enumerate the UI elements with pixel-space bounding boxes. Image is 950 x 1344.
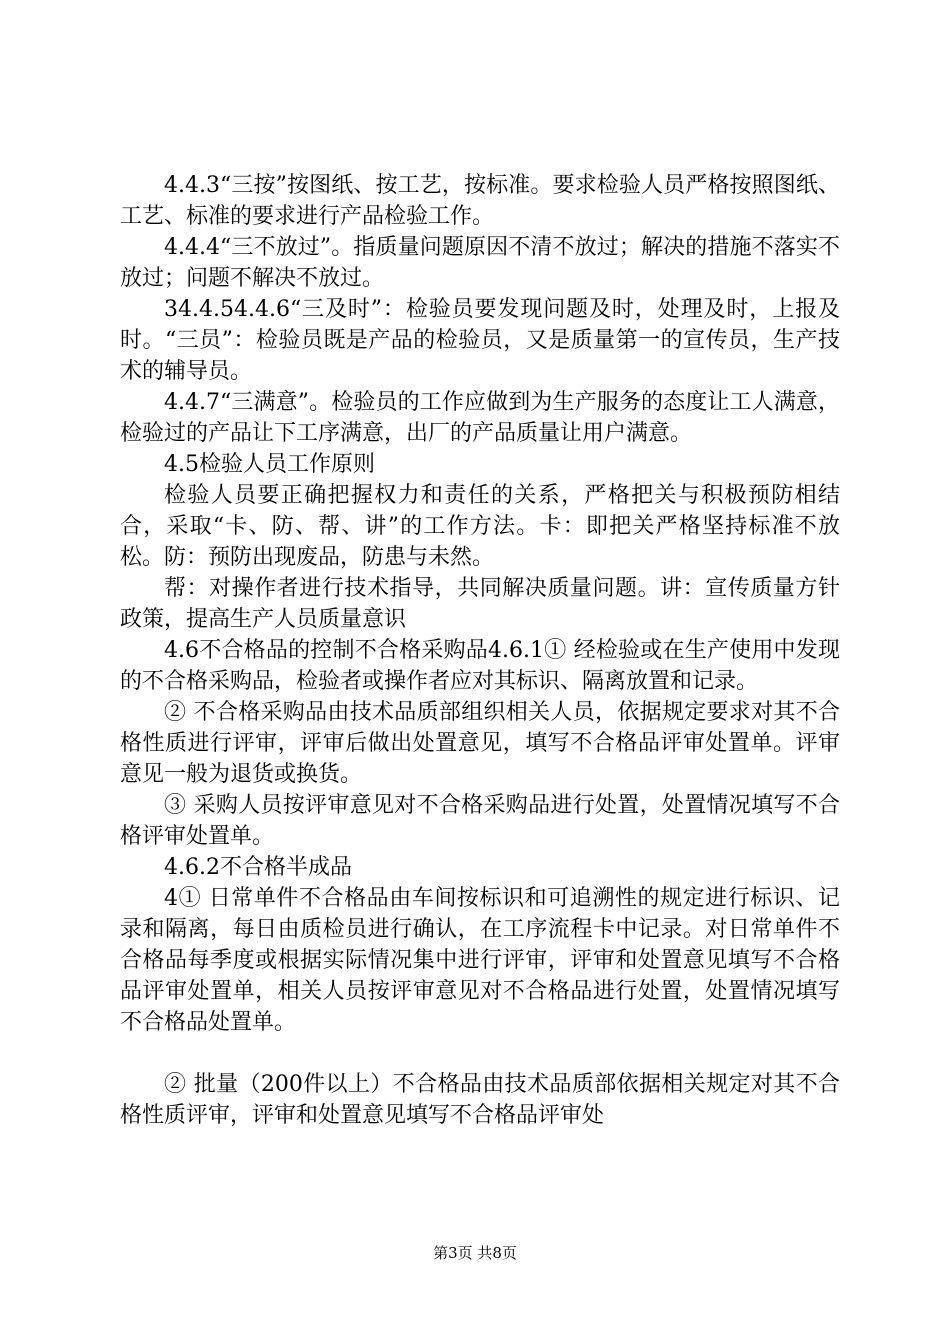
page-footer	[0, 1243, 950, 1263]
paragraph-daily-nonconforming: 4① 日常单件不合格品由车间按标识和可追溯性的规定进行标识、记录和隔离，每日由质检员进行确认，在工序流程卡中记录。对日常单件不合格品每季度或根据实际情况集中进行评审，评审和处置意见填写不合格品评审处置单，相关人员按评审意见对不合格品进行处置，处置情况填写不合格品处置单。	[120, 886, 840, 1035]
document-body	[120, 170, 840, 1131]
paragraph-purchaser-disposal: ③ 采购人员按评审意见对不合格采购品进行处置，处置情况填写不合格评审处置单。	[120, 793, 840, 849]
paragraph-4-4-3: 4.4.3“三按”按图纸、按工艺，按标准。要求检验人员严格按照图纸、工艺、标准的要求进行产品检验工作。	[120, 173, 840, 229]
paragraph-4-6-1: 4.6不合格品的控制不合格采购品4.6.1① 经检验或在生产使用中发现的不合格采购品，检验者或操作者应对其标识、隔离放置和记录。	[120, 638, 840, 694]
section-heading-4-5: 4.5检验人员工作原则	[164, 452, 375, 477]
paragraph-help-speak: 帮：对操作者进行技术指导，共同解决质量问题。讲：宣传质量方针政策，提高生产人员质量意识	[120, 576, 840, 632]
paragraph-4-4-4: 4.4.4“三不放过”。指质量问题原因不清不放过；解决的措施不落实不放过；问题不解决不放过。	[120, 235, 840, 291]
section-heading-4-6-2: 4.6.2不合格半成品	[164, 855, 352, 880]
page-number: 第3页 共8页	[433, 1244, 517, 1262]
paragraph-batch-nonconforming: ② 批量（200件以上）不合格品由技术品质部依据相关规定对其不合格性质评审，评审和处置意见填写不合格品评审处	[120, 1072, 840, 1128]
paragraph-4-4-5-4-4-6: 34.4.54.4.6“三及时”：检验员要发现问题及时，处理及时，上报及时。“三员”：检验员既是产品的检验员，又是质量第一的宣传员，生产技术的辅导员。	[120, 297, 840, 384]
paragraph-work-principles: 检验人员要正确把握权力和责任的关系，严格把关与积极预防相结合，采取“卡、防、帮、讲”的工作方法。卡：即把关严格坚持标准不放松。防：预防出现废品，防患与未然。	[120, 483, 840, 570]
paragraph-4-4-7: 4.4.7“三满意”。检验员的工作应做到为生产服务的态度让工人满意，检验过的产品让下工序满意，出厂的产品质量让用户满意。	[120, 390, 840, 446]
paragraph-review-purchased: ② 不合格采购品由技术品质部组织相关人员，依据规定要求对其不合格性质进行评审，评审后做出处置意见，填写不合格品评审处置单。评审意见一般为退货或换货。	[120, 700, 840, 787]
